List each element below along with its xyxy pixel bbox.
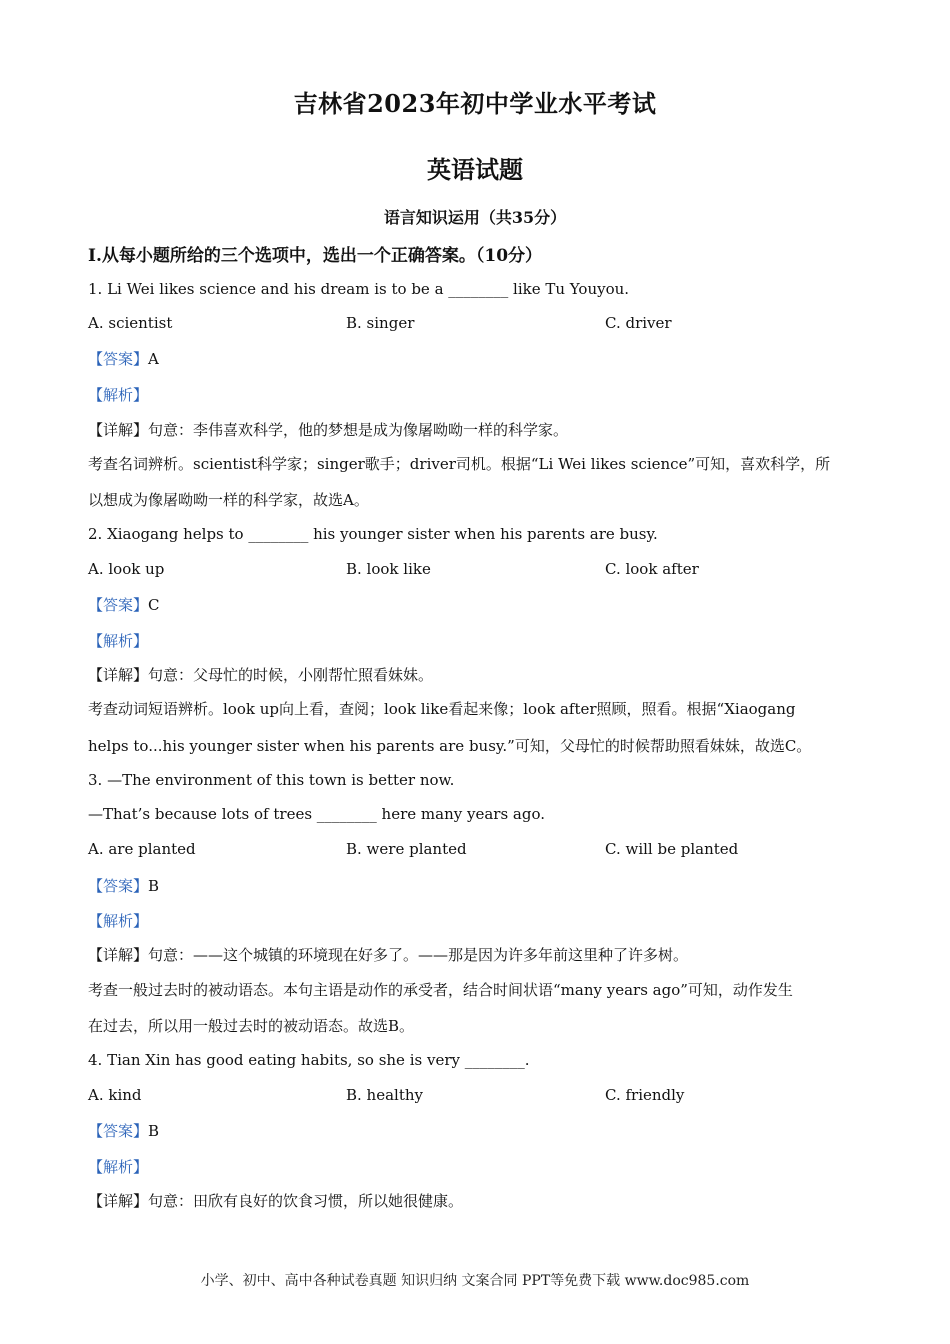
- question-1-detail: [88, 419, 568, 440]
- question-4-option-c: C. friendly: [605, 1086, 685, 1104]
- question-3-option-a: A. are planted: [88, 840, 196, 858]
- question-2-option-a: A. look up: [88, 560, 165, 578]
- question-3-explain-line-2: 在过去，所以用一般过去时的被动语态。故选B。: [88, 1017, 415, 1035]
- answer-value: A: [148, 350, 159, 368]
- question-2-option-c: C. look after: [605, 560, 699, 578]
- answer-tag: 【答案】: [88, 596, 149, 614]
- question-3-explain-line-1: 考查一般过去时的被动语态。本句主语是动作的承受者，结合时间状语“many years ago”可知，动作发生: [88, 981, 793, 999]
- question-3-option-b: B. were planted: [346, 840, 467, 858]
- question-1-analysis-tag: 【解析】: [88, 386, 149, 404]
- question-2-detail: [88, 664, 433, 685]
- question-2-explain-line-2: helps to...his younger sister when his parents are busy.”可知，父母忙的时候帮助照看妹妹，故选C。: [88, 737, 812, 755]
- question-4-detail: [88, 1190, 463, 1211]
- exam-subtitle: 英语试题: [427, 155, 523, 184]
- question-3-answer: [88, 875, 159, 896]
- detail-tag: 【详解】: [88, 946, 149, 964]
- question-1-explain-line-2: 以想成为像屠呦呦一样的科学家，故选A。: [88, 491, 369, 509]
- detail-tag: 【详解】: [88, 1192, 149, 1210]
- question-2-analysis-tag: 【解析】: [88, 632, 149, 650]
- question-4-option-b: B. healthy: [346, 1086, 423, 1104]
- question-3-analysis-tag: 【解析】: [88, 912, 149, 930]
- question-2-answer: [88, 594, 160, 615]
- question-3-stem-line-2: —That’s because lots of trees ________ here many years ago.: [88, 805, 545, 823]
- question-3-detail: [88, 944, 688, 965]
- question-4-stem: 4. Tian Xin has good eating habits, so she is very ________.: [88, 1051, 530, 1069]
- detail-text: 句意：李伟喜欢科学，他的梦想是成为像屠呦呦一样的科学家。: [148, 421, 569, 439]
- answer-value: B: [148, 877, 160, 895]
- part-instruction: I.从每小题所给的三个选项中，选出一个正确答案。（10分）: [88, 246, 543, 266]
- detail-text: 句意：田欣有良好的饮食习惯，所以她很健康。: [148, 1192, 464, 1210]
- question-1-answer: [88, 348, 159, 369]
- question-1-option-b: B. singer: [346, 314, 415, 332]
- question-4-answer: [88, 1120, 159, 1141]
- question-2-option-b: B. look like: [346, 560, 431, 578]
- question-1-option-a: A. scientist: [88, 314, 173, 332]
- question-1-explain-line-1: 考查名词辨析。scientist科学家；singer歌手；driver司机。根据“Li Wei likes science”可知，喜欢科学，所: [88, 455, 831, 473]
- answer-tag: 【答案】: [88, 877, 149, 895]
- answer-tag: 【答案】: [88, 350, 149, 368]
- question-3-option-c: C. will be planted: [605, 840, 739, 858]
- detail-text: 句意：——这个城镇的环境现在好多了。——那是因为许多年前这里种了许多树。: [148, 946, 689, 964]
- exam-title: 吉林省2023年初中学业水平考试: [293, 89, 657, 118]
- page-footer: 小学、初中、高中各种试卷真题 知识归纳 文案合同 PPT等免费下载 www.doc985.com: [200, 1273, 750, 1289]
- answer-value: B: [148, 1122, 160, 1140]
- question-2-stem: 2. Xiaogang helps to ________ his younger sister when his parents are busy.: [88, 525, 658, 543]
- detail-tag: 【详解】: [88, 666, 149, 684]
- question-2-explain-line-1: 考查动词短语辨析。look up向上看，查阅；look like看起来像；look after照顾，照看。根据“Xiaogang: [88, 700, 796, 718]
- detail-tag: 【详解】: [88, 421, 149, 439]
- answer-value: C: [148, 596, 160, 614]
- question-3-stem: 3. —The environment of this town is better now.: [88, 771, 455, 789]
- question-1-option-c: C. driver: [605, 314, 672, 332]
- question-4-analysis-tag: 【解析】: [88, 1158, 149, 1176]
- answer-tag: 【答案】: [88, 1122, 149, 1140]
- question-1-stem: 1. Li Wei likes science and his dream is to be a ________ like Tu Youyou.: [88, 280, 630, 298]
- question-4-option-a: A. kind: [88, 1086, 142, 1104]
- section-heading: 语言知识运用（共35分）: [383, 208, 567, 227]
- detail-text: 句意：父母忙的时候，小刚帮忙照看妹妹。: [148, 666, 434, 684]
